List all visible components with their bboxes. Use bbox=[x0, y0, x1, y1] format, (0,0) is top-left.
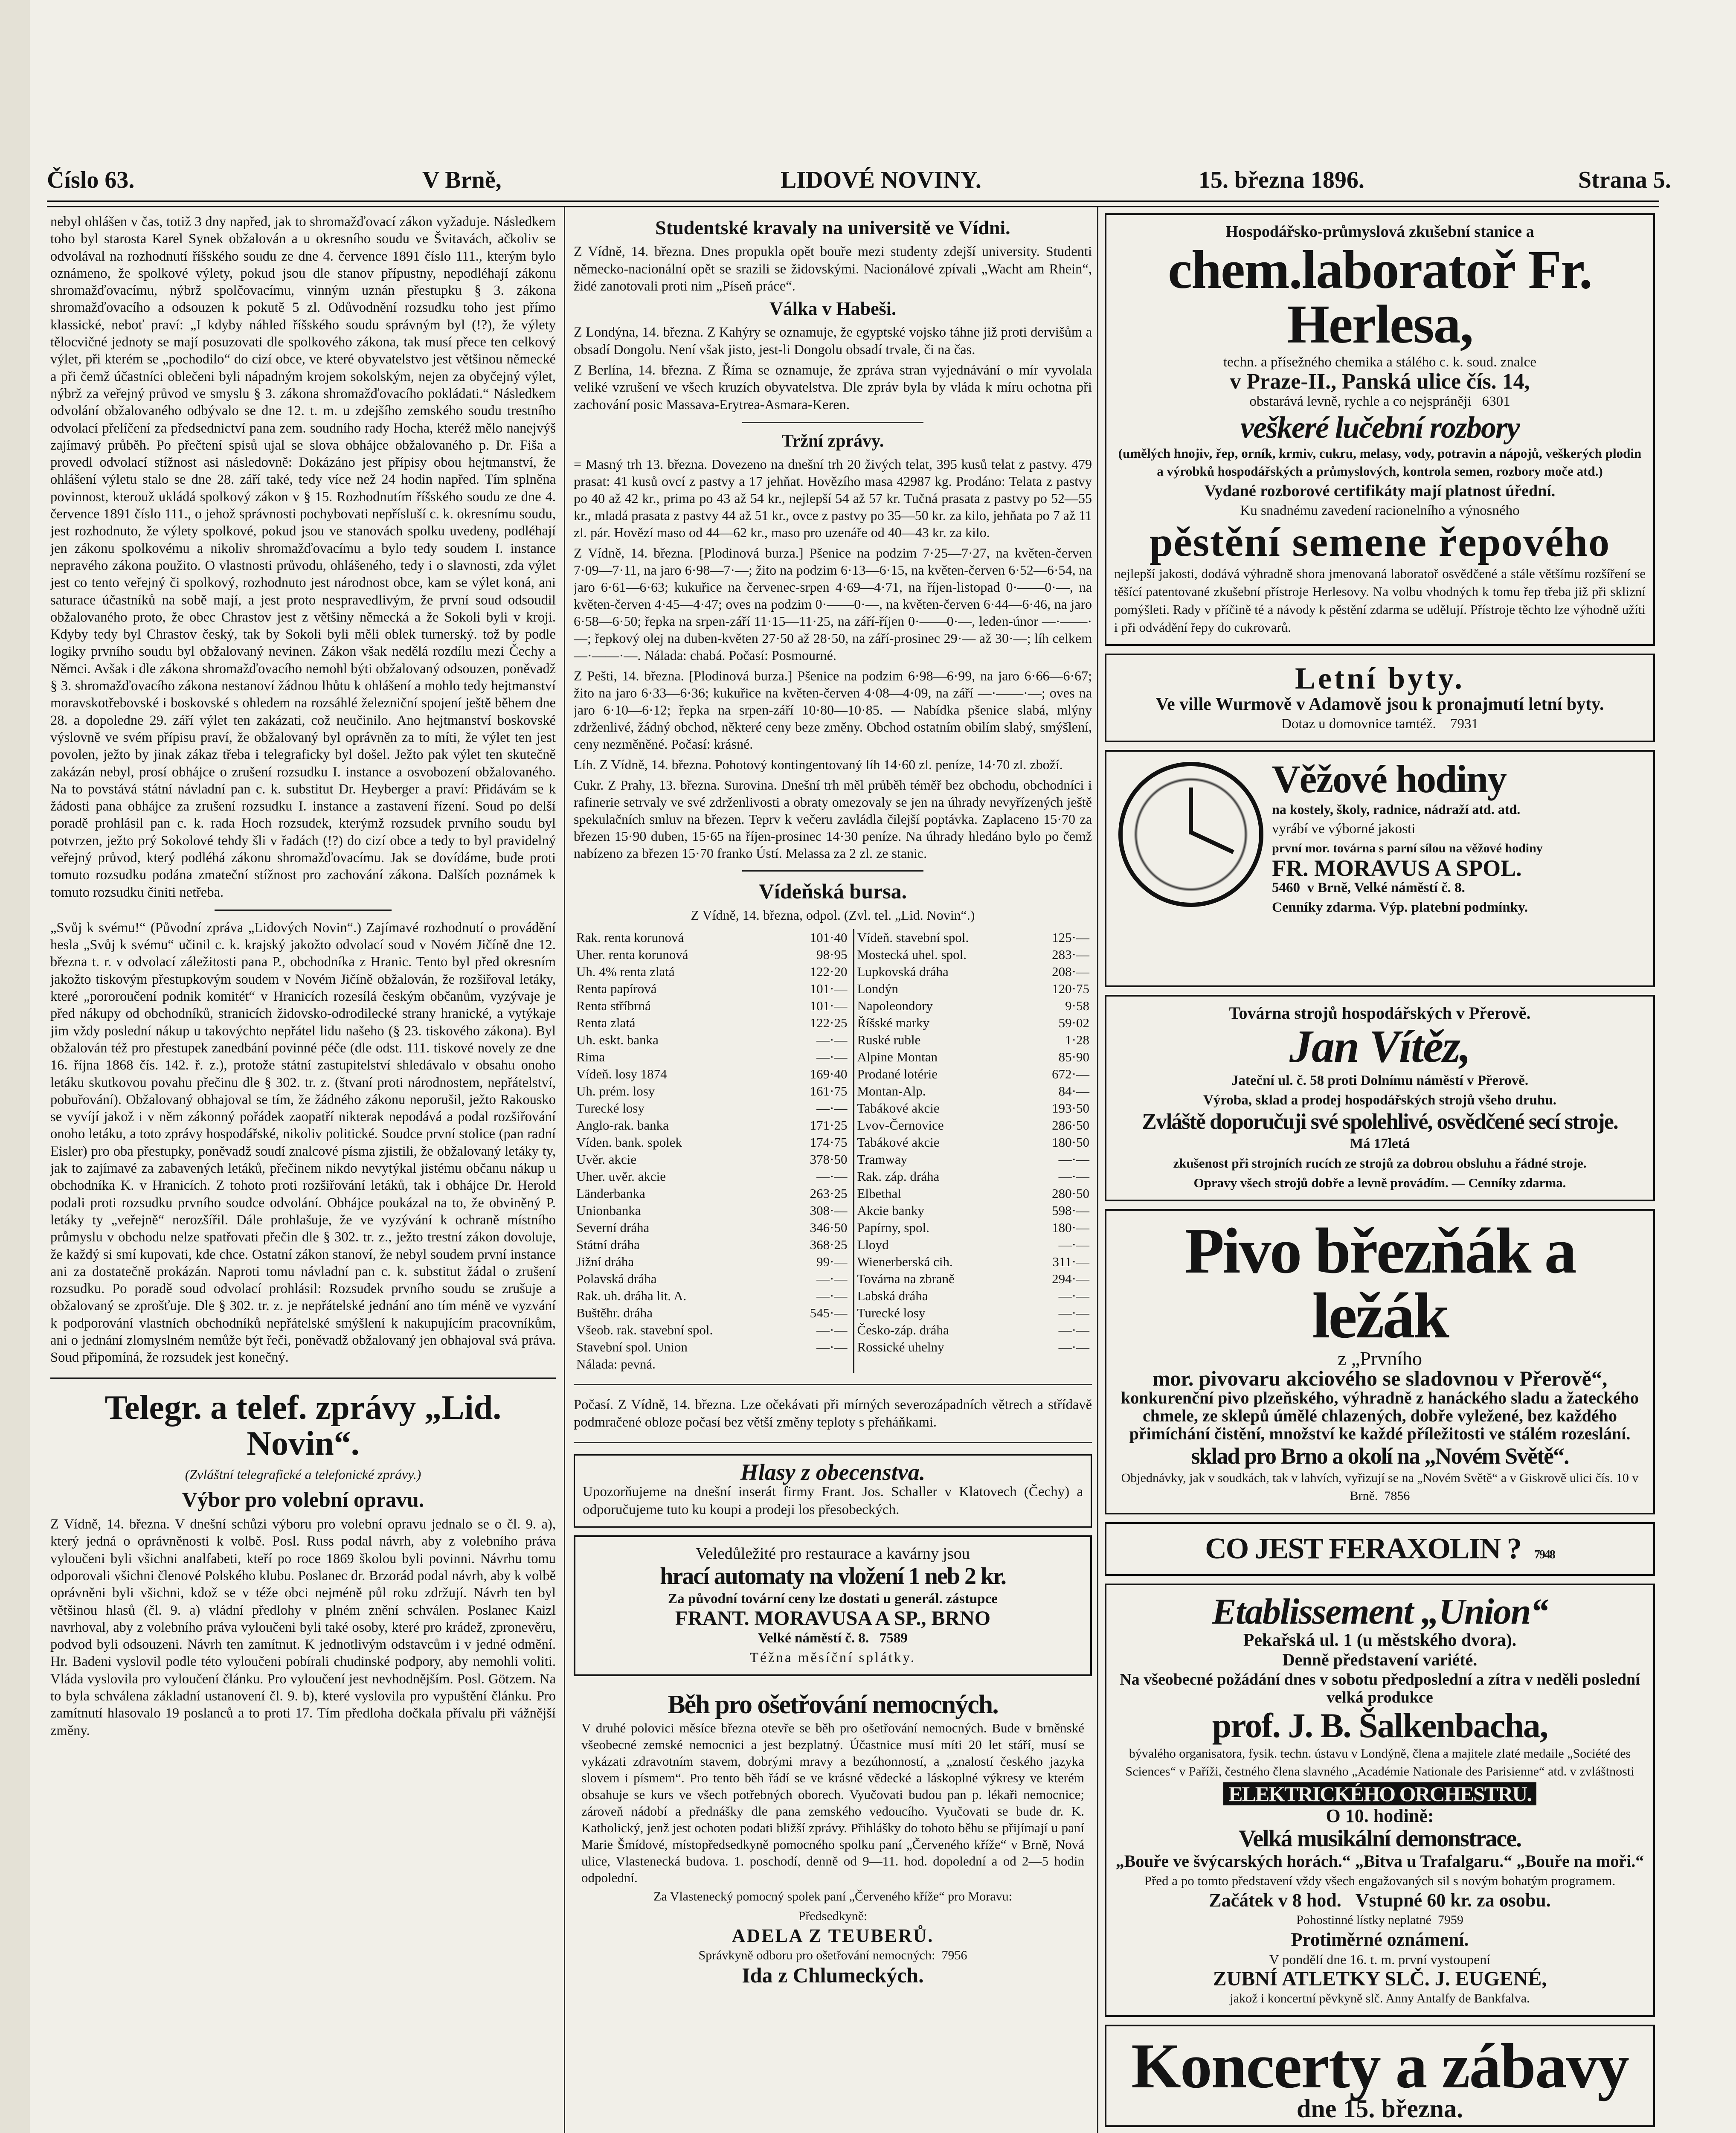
security-price: 311·— bbox=[1052, 1254, 1089, 1270]
security-name: Wienerberská cih. bbox=[857, 1254, 953, 1270]
article-text: Z Londýna, 14. března. Z Kahýry se oznamuje, že egyptské vojsko táhne již proti dervišům a obsadí Dongolu. Není však jisto, jest-li Dongolu obsadí trvale, či na čas. bbox=[574, 325, 1092, 357]
column-1 bbox=[50, 213, 556, 2133]
security-price: 84·— bbox=[1058, 1084, 1089, 1099]
advertisement-union bbox=[1105, 1584, 1655, 2017]
article-text: Z Vídně, 14. března. V dnešní schůzi výboru pro volební opravu jednalo se o čl. 9. a), který jedná o oprávněnosti k volbě. Posl. Russ podal návrh, aby z volebního práva vyloučeni byli všichni analfabeti, kteří po roce 1869 školou byli povinni. Návrhu tomu odporovali všichni členové Polského klubu. Poslanec dr. Brzorád podal návrh, aby k volbě oprávněni byli všichni, kdož se v téže obci nejméně půl roku zdržují. Návrh ten byl většinou hlasů (čl. 9. a) vládní předlohy v plném znění schválen. Poslanec Kaizl navrhoval, aby z volebního práva vyloučeni byli také osoby, které pro krádež, zpronevěru, podvod byli odsouzeni. Návrh ten zamítnut. K jednotlivým odstavcům i v jedné odmění. Hr. Badeni vyslovil podle této vyloučeni pobírali chudinské podpory, aby nemohli voliti. Vláda vyslovila pro vyloučení článku. Pro vyloučení jest nevhodnějším. Posl. Götzem. Na to byla schválena základní ustanovení čl. 9. b), které vyslovila pro vypuštění článku. Pro zamítnutí hlasovalo 19 poslanců a to proti 17. Tím předloha dočkala přívalu při vážnější změny. bbox=[50, 1517, 556, 1738]
ad-text: Začátek v 8 hod. Vstupné 60 kr. za osobu. bbox=[1209, 1890, 1551, 1911]
divider bbox=[742, 422, 923, 423]
table-row bbox=[574, 1339, 1092, 1356]
security-name: Buštěhr. dráha bbox=[576, 1305, 653, 1321]
table-row bbox=[574, 997, 1092, 1014]
ad-text: Denně představení variété. bbox=[1282, 1650, 1478, 1669]
table-row bbox=[574, 1287, 1092, 1305]
column-rule bbox=[564, 207, 565, 2133]
ad-text: na kostely, školy, radnice, nádraží atd. atd. bbox=[1272, 802, 1521, 817]
security-price bbox=[784, 1356, 854, 1373]
market-report: Z Pešti, 14. března. [Plodinová burza.] Pšenice na podzim 6·98—6·99, na jaro 6·66—6·67; žito na jaro 6·33—6·36; kukuřice na květen-červen 4·08—4·09, na září —·——·—; oves na jaro 6·10—6·12; řepka na srpen-září 10·80—10·85. — Nabídka pšenice slabá, mlýny zdrženlivé, žádný obchod, některé ceny beze změny. Obchod ostatním obilím slabý, smýšlení, ceny nezměněné. Počasí: krásné. bbox=[574, 668, 1092, 752]
ad-heading: veškeré lučební rozbory bbox=[1240, 410, 1519, 445]
ad-text: z „Prvního bbox=[1337, 1348, 1422, 1369]
article-text: Z Vídně, 14. března. Dnes propukla opět bouře mezi studenty zdejší university. Studenti německo-nacionální opět se srazili se židovskými. Nacionálové zpívali „Wacht am Rhein“, židé zanotovali proti nim „Píseň práce“. bbox=[574, 244, 1092, 294]
ad-text: Cenníky zdarma. Výp. platební podmínky. bbox=[1272, 900, 1528, 915]
security-price: 193·50 bbox=[1052, 1101, 1089, 1116]
ad-heading: Koncerty a zábavy bbox=[1131, 2031, 1629, 2101]
advertisement bbox=[574, 1454, 1092, 1528]
table-row bbox=[574, 1356, 1092, 1373]
security-price: 101·— bbox=[784, 980, 854, 997]
divider bbox=[742, 870, 923, 872]
ad-text: Dotaz u domovnice tamtéž. 7931 bbox=[1281, 716, 1478, 732]
security-price: —·— bbox=[1058, 1340, 1089, 1355]
security-name: Mostecká uhel. spol. bbox=[857, 947, 967, 962]
section-subtitle: (Zvláštní telegrafické a telefonické zprávy.) bbox=[185, 1466, 421, 1482]
ad-signature: ADELA Z TEUBERŮ. bbox=[732, 1925, 934, 1947]
table-row bbox=[574, 1202, 1092, 1219]
security-name: Uh. prém. losy bbox=[576, 1084, 655, 1099]
ad-heading: prof. J. B. Šalkenbacha, bbox=[1212, 1706, 1548, 1745]
security-name: Rossické uhelny bbox=[857, 1340, 944, 1355]
security-price: —·— bbox=[1058, 1169, 1089, 1184]
stock-table bbox=[574, 929, 1092, 1373]
divider bbox=[574, 1384, 1092, 1385]
security-name: Česko-záp. dráha bbox=[857, 1322, 949, 1338]
article-heading: Vídeňská bursa. bbox=[758, 879, 907, 903]
ad-heading: chem.laboratoř Fr. Herlesa, bbox=[1168, 239, 1592, 355]
market-report: Líh. Z Vídně, 14. března. Pohotový kontingentovaný líh 14·60 zl. peníze, 14·70 zl. zboží. bbox=[574, 756, 1063, 772]
security-name: Unionbanka bbox=[576, 1203, 641, 1218]
security-name: Labská dráha bbox=[857, 1288, 928, 1304]
security-price: —·— bbox=[784, 1032, 854, 1049]
security-price: —·— bbox=[784, 1322, 854, 1339]
table-row bbox=[574, 1236, 1092, 1253]
security-price: 161·75 bbox=[784, 1083, 854, 1100]
security-price: —·— bbox=[784, 1100, 854, 1117]
security-name: Rak. uh. dráha lit. A. bbox=[576, 1288, 687, 1304]
table-row bbox=[574, 1305, 1092, 1322]
security-price: 672·— bbox=[1052, 1066, 1089, 1082]
section-title: Telegr. a telef. zprávy „Lid. Novin“. bbox=[105, 1389, 502, 1462]
security-price: 545·— bbox=[784, 1305, 854, 1322]
ad-text: Ve ville Wurmově v Adamově jsou k pronajmutí letní byty. bbox=[1155, 695, 1604, 714]
ad-heading: Běh pro ošetřování nemocných. bbox=[668, 1690, 998, 1720]
ad-text: Hospodářsko-průmyslová zkušební stanice a bbox=[1225, 223, 1534, 241]
security-name: Turecké losy bbox=[576, 1101, 644, 1116]
security-name: Elbethal bbox=[857, 1186, 901, 1201]
security-name: Montan-Alp. bbox=[857, 1084, 926, 1099]
ad-text: Objednávky, jak v soudkách, tak v lahvích, vyřizují se na „Novém Světě“ a v Giskrově ulici čís. 10 v Brně. 7856 bbox=[1121, 1471, 1639, 1503]
security-name: Víden. bank. spolek bbox=[576, 1135, 682, 1150]
security-name: Říšské marky bbox=[857, 1015, 930, 1031]
security-price: 1·28 bbox=[1065, 1032, 1089, 1048]
ad-text: Téžna měsíční splátky. bbox=[749, 1650, 916, 1666]
security-name: Akcie banky bbox=[857, 1203, 924, 1218]
security-price: 208·— bbox=[1052, 964, 1089, 979]
ad-text: V druhé polovici měsíce března otevře se běh pro ošetřování nemocných. Bude v brněnské všeobecné zemské nemocnici a jest bezplatný. Účastnice musí míti 20 let stáří, musí se vykázati zdravotním stavem, dobrými mravy a bezúhonností, a „znalostí českého jazyka slovem i písmem“. Pro tento běh řádí se ve krásné vědecké a láskoplné výkresy ve kterém obsahuje se kurs ve všech potřebných oborech. Vyučovati budou pan p. lékaři nemocnice; zároveň nádobí a přednášky dle pana zemského vedoucího. Vyučovati se bude dr. K. Katholický, jenž jest ochoten podati bližší zprávy. Přihlášky do tohoto běhu se přijímají u paní Marie Šmídové, místopředsedkyně pomocného spolku paní „Červeného kříže“ v Brně, Nová ulice, Vlastenecká budova. 1. poschodí, denně od 9—11. hod. dopolední a od 2—5 hodin odpolední. bbox=[581, 1720, 1084, 1886]
city: V Brně, bbox=[422, 167, 502, 193]
article-heading: Studentské kravaly na universitě ve Vídni. bbox=[655, 217, 1010, 238]
ad-text: jakož i koncertní pěvkyně slč. Anny Antalfy de Bankfalva. bbox=[1230, 1991, 1530, 2005]
article-text: Z Berlína, 14. března. Z Říma se oznamuje, že zpráva stran vyjednávání o mír vyvolala veliké vzrušení ve všech kruzích obyvatelstva. Dle zpráv byla by vláda k míru ochotna při zachování posic Massava-Erytrea-Asmara-Keren. bbox=[574, 362, 1092, 413]
ad-text: Ku snadnému zavedení racionelního a výnosného bbox=[1240, 503, 1520, 518]
security-price: 169·40 bbox=[784, 1066, 854, 1083]
security-name: Uh. 4% renta zlatá bbox=[576, 964, 675, 979]
column-3 bbox=[1105, 213, 1655, 2133]
ad-text: „Bouře ve švýcarských horách.“ „Bitva u Trafalgaru.“ „Bouře na moři.“ bbox=[1115, 1851, 1644, 1871]
advertisement-vezove-hodiny bbox=[1105, 750, 1655, 987]
security-price: 98·95 bbox=[784, 946, 854, 963]
market-report: = Masný trh 13. března. Dovezeno na dnešní trh 20 živých telat, 395 kusů telat z pastvy. 479 prasat: 41 kusů ovcí z pastvy a 17 jehňat. Hovězího masa 42987 kg. Prodáno: Telata z pastvy po 40 až 42 kr., prima po 43 až 54 kr., nejlepší 54 až 57 kr. Tučná prasata z pastvy po 52—55 kr., mladá prasata z pastvy 44 až 51 kr., ovce z pastvy po 35—50 kr. za kilo, jehňata po 7 až 11 zl. pár. Hovězí maso od 44—62 kr., maso pro uzenáře od 40—43 kr. za kilo. bbox=[574, 456, 1092, 540]
issue-number: Číslo 63. bbox=[47, 167, 135, 193]
security-price: 378·50 bbox=[784, 1151, 854, 1168]
ad-text: (umělých hnojiv, řep, orník, krmiv, cukru, melasy, vody, potravin a nápojů, veškerých plodin a výrobků hospodářských a průmyslových, kontrola semen, rozbory moče atd.) bbox=[1118, 446, 1642, 479]
table-row bbox=[574, 1134, 1092, 1151]
security-name: Turecké losy bbox=[857, 1305, 926, 1321]
ad-text: Továrna strojů hospodářských v Přerově. bbox=[1229, 1003, 1531, 1023]
table-row bbox=[574, 980, 1092, 997]
ad-text: nejlepší jakosti, dodává výhradně shora jmenovaná laboratoř osvědčené a stále většímu rozšíření se těšící patentované zkušební přístroje Herlesovy. Na volbu vhodných k tomu řep třeba již při sklizní pomýšleti. Rady v příčině té a návody k pěstění zdarma se udělují. Přístroje těchto lze výhodně užíti i při odvádění řepy do cukrovarů. bbox=[1114, 566, 1646, 635]
security-price: —·— bbox=[1058, 1322, 1089, 1338]
ad-text: O 10. hodině: bbox=[1326, 1805, 1434, 1826]
ad-text: Veledůležité pro restaurace a kavárny jsou bbox=[696, 1545, 970, 1563]
table-row bbox=[574, 1117, 1092, 1134]
ad-text: Vydané rozborové certifikáty mají platnost úřední. bbox=[1204, 482, 1556, 500]
table-row bbox=[574, 1083, 1092, 1100]
article-heading: Výbor pro volební opravu. bbox=[182, 1487, 424, 1511]
article-heading: Válka v Habeši. bbox=[769, 298, 897, 320]
security-price: 120·75 bbox=[1052, 981, 1089, 997]
security-name: Londýn bbox=[857, 981, 898, 997]
advertisement-herles bbox=[1105, 213, 1655, 646]
security-price: 180·— bbox=[1052, 1220, 1089, 1235]
security-name: Uher. uvěr. akcie bbox=[576, 1169, 666, 1184]
page-edge bbox=[0, 0, 30, 2133]
ad-text: zkušenost při strojních rucích ze strojů za dobrou obsluhu a řádné stroje. bbox=[1173, 1156, 1587, 1171]
table-row bbox=[574, 1253, 1092, 1270]
security-price: 598·— bbox=[1052, 1203, 1089, 1218]
security-name: Stavební spol. Union bbox=[576, 1340, 688, 1355]
security-price: —·— bbox=[1058, 1152, 1089, 1167]
security-name: Napoleondory bbox=[857, 998, 933, 1014]
security-name: Továrna na zbraně bbox=[857, 1271, 955, 1287]
security-price: 171·25 bbox=[784, 1117, 854, 1134]
security-price: —·— bbox=[784, 1049, 854, 1066]
ad-text: první mor. továrna s parní sílou na věžové hodiny bbox=[1272, 841, 1543, 855]
advertisement-jan-vitez bbox=[1105, 995, 1655, 1201]
ad-text: Má 17letá bbox=[1350, 1136, 1410, 1151]
ad-address: Jateční ul. č. 58 proti Dolnímu náměstí v Přerově. bbox=[1231, 1073, 1529, 1088]
security-name: Uh. eskt. banka bbox=[576, 1032, 659, 1048]
table-row bbox=[574, 929, 1092, 946]
table-row bbox=[574, 1014, 1092, 1032]
security-price: 308·— bbox=[784, 1202, 854, 1219]
security-name: Uher. renta korunová bbox=[576, 947, 688, 962]
ad-heading: hrací automaty na vložení 1 neb 2 kr. bbox=[660, 1563, 1006, 1590]
ad-text: Před a po tomto představení vždy všech engažovaných sil s novým bohatým programem. bbox=[1144, 1873, 1616, 1888]
table-row bbox=[574, 1066, 1092, 1083]
security-name: Tramway bbox=[857, 1152, 908, 1167]
security-name: Severní dráha bbox=[576, 1220, 650, 1235]
column-2 bbox=[574, 213, 1092, 2133]
security-name: Polavská dráha bbox=[576, 1271, 657, 1287]
security-price: 122·20 bbox=[784, 963, 854, 980]
divider bbox=[50, 1377, 556, 1379]
ad-heading: Pivo březňák a ležák bbox=[1184, 1215, 1575, 1351]
security-name bbox=[854, 1356, 1028, 1373]
security-price: 346·50 bbox=[784, 1219, 854, 1236]
security-name: Ruské ruble bbox=[857, 1032, 921, 1048]
ad-heading: Velká musikální demonstrace. bbox=[1238, 1825, 1521, 1852]
security-price: 59·02 bbox=[1058, 1015, 1089, 1031]
security-name: Lupkovská dráha bbox=[857, 964, 949, 979]
table-row bbox=[574, 1219, 1092, 1236]
advertisement-letni-byty bbox=[1105, 654, 1655, 742]
security-name: Länderbanka bbox=[576, 1186, 645, 1201]
article-text: nebyl ohlášen v čas, totiž 3 dny napřed, jak to shromažďovací zákon vyžaduje. Následkem toho byl starosta Karel Synek obžalován a u okresního soudu ve Švitavách, ačkoliv se odvolával na rozhodnutí říšského soudu ze dne 4. července 1891 číslo 111., kterým bylo oznámeno, že spolkové výlety, pokud jsou dle stanov přípustny, nepodléhají zákonu shromažďovacímu, nýbrž spolčovacímu, vinným uznán přestupku § 3. zákona shromažďovacího a odsouzen k pokutě 5 zl. Odůvodnění rozsudku toho jest přímo klassické, neboť praví: „I kdyby náhled říšského soudu správným byl (!?), že výlety tělocvičné jednoty se mají posuzovati dle spolkového zákona, tak musí přece ten celkový výlet, při kterém se „pochodilo“ do cizí obce, ve které obyvatelstvo jest většinou německé a při čemž účastníci oblečeni byli nápadným krojem sokolským, nejen za obyčejný výlet, nýbrž za veřejný průvod ve smyslu § 3. zákona shromažďovacího pokládati.“ Následkem odvolání obžalovaného odbývalo se dne 12. t. m. u zdejšího zemského soudu trestního odvolací přelíčení za předsednictví pana zem. soudního rady Hocha, kteréž mělo nanejvýš zajímavý průběh. Po přečtení spisů ujal se slova obhájce obžalovaného p. Dr. Fiša a provedl odvolací stížnost asi následovně: Dokázáno jest přípisy obou hejtmanství, že ohlášení výletu stalo se dne 28. září také, tedy více než 24 hodin napřed. Tím splněna povinnost, kterouž ukládá spolkový zákon v § 15. Rozhodnutím říšského soudu ze dne 4. července 1891 číslo 111., o jehož správnosti pochybovati nepřísluší c. k. okresnímu soudu, jest rozhodnuto, že výlety spolkové, pokud jsou ve stanovách spolku uvedeny, podléhají jen zákonu spolkovému a nikoliv shromažďovacímu a bylo tedy soudem I. instance nepravého zákona použito. O vlastnosti průvodu, ohlášeného, tedy i o slavnosti, zda výlet jest co tento veřejný či spolkový, rozhodnuto jest národnost obce, kam se výlet koná, ani saturace účastníků na sobě mají, a jest proto nespravedlivým, že první soud odsoudil obžalovaného proto, že obec Chrastov jest z většiny německá a že Sokoli byli v kroji. Kdyby tedy byl Chrastov český, tak by Sokoli byli měli oblek turnerský. tož by podle logiky prvního soudu byl obžalovaný nevinen. Zákon však nedělá rozdílu mezi Čechy a Němci. Avšak i dle zákona shromažďovacího nemohl býti obžalovaný odsouzen, poněvadž § 3. shromažďovacího zákona nestanoví žádnou lhůtu k ohlášení a mohlo tedy hejtmanství moravskotřebovské i boskovské s ohledem na rozsáhlé železniční spojení ještě během dne 28. a dopoledne 29. září výlet ten zakázati, což neučinilo. Ano hejtmanství boskovské výslovně ve svém přípisu praví, že obžalovaný byl oprávněn za to míti, že výlet ten jest povolen, ježto by jinak zákaz třeba i telegraficky byl došel. Ježto pak výlet ten skutečně zakázán nebyl, prosí obhájce o zrušení rozsudku I. instance a osvobození obžalovaného. Na to povstává státní návladní pan c. k. substitut Dr. Heyberger a praví: Přidávám se k žádosti pana obhájce za zrušení rozsudku I. instance a zastavení řízení. Soud po delší poradě prohlásil pan c. k. rada Hoch rozsudek, kterýmž rozsudek prvního soudu byl potvrzen, ježto prý Sokolové tehdy šli v řadách (!?) do cizí obce a tedy to byl pravidelný veřejný průvod, který podléhá zákonu shromažďovacímu. Jak se dovídáme, bude proti tomuto rozsudku podána zmateční stížnost pro zachování zákona. Dalších poznámek k tomuto rozsudku činiti netřeba. bbox=[50, 214, 556, 900]
table-row bbox=[574, 1322, 1092, 1339]
security-price: —·— bbox=[784, 1287, 854, 1305]
advertisement-koncerty bbox=[1105, 2025, 1655, 2127]
clock-icon bbox=[1118, 762, 1263, 907]
ad-text: Upozorňujeme na dnešní inserát firmy Frant. Jos. Schaller v Klatovech (Čechy) a odporučujeme tuto ku koupi a prodeji los přesobeckých. bbox=[583, 1484, 1083, 1518]
security-price: 180·50 bbox=[1052, 1135, 1089, 1150]
security-price: —·— bbox=[784, 1339, 854, 1356]
security-name: Uvěr. akcie bbox=[576, 1152, 637, 1167]
ad-heading: CO JEST FERAXOLIN ? 7948 bbox=[1205, 1532, 1555, 1565]
ad-text: Pohostinné lístky neplatné 7959 bbox=[1296, 1913, 1463, 1927]
table-row bbox=[574, 1032, 1092, 1049]
security-name: Rima bbox=[576, 1049, 605, 1065]
table-row bbox=[574, 1049, 1092, 1066]
security-price: 368·25 bbox=[784, 1236, 854, 1253]
table-row bbox=[574, 1185, 1092, 1202]
ad-text: V pondělí dne 16. t. m. první vystoupení bbox=[1269, 1952, 1491, 1967]
security-name: Alpine Montan bbox=[857, 1049, 938, 1065]
ad-text: ZUBNÍ ATLETKY SLČ. J. EUGENÉ, bbox=[1213, 1967, 1547, 1990]
security-name: Rak. renta korunová bbox=[576, 930, 684, 945]
security-name: Anglo-rak. banka bbox=[576, 1118, 669, 1133]
security-price: —·— bbox=[1058, 1237, 1089, 1252]
security-name: Tabákové akcie bbox=[857, 1101, 940, 1116]
security-name: Nálada: pevná. bbox=[576, 1357, 656, 1372]
table-row bbox=[574, 1100, 1092, 1117]
security-price: 101·40 bbox=[784, 929, 854, 946]
security-name: Papírny, spol. bbox=[857, 1220, 929, 1235]
table-row bbox=[574, 946, 1092, 963]
ad-heading: Hlasy z obecenstva. bbox=[740, 1459, 926, 1485]
ad-address: Pekařská ul. 1 (u městského dvora). bbox=[1243, 1630, 1517, 1650]
security-name: Jižní dráha bbox=[576, 1254, 634, 1270]
ad-heading: Jan Vítěz, bbox=[1289, 1021, 1471, 1072]
advertisement bbox=[574, 1684, 1092, 1992]
article-heading: Tržní zprávy. bbox=[781, 431, 884, 451]
advertisement-pivo bbox=[1105, 1209, 1655, 1514]
divider bbox=[574, 1442, 1092, 1443]
ad-text: bývalého organisatora, fysik. techn. ústavu v Londýně, člena a majitele zlaté medaile „Société des Sciences“ v Paříži, čestného člena slavného „Académie Nationale des Parisienne“ atd. v zvláštnosti bbox=[1125, 1747, 1634, 1778]
ad-text: Správkyně odboru pro ošetřování nemocných: 7956 bbox=[698, 1948, 967, 1963]
security-price: —·— bbox=[1058, 1305, 1089, 1321]
table-subtitle: Z Vídně, 14. března, odpol. (Zvl. tel. „Lid. Novin“.) bbox=[691, 907, 975, 923]
security-price: —·— bbox=[1058, 1288, 1089, 1304]
page-number: Strana 5. bbox=[1578, 167, 1671, 193]
security-price: 101·— bbox=[784, 997, 854, 1014]
security-price: 174·75 bbox=[784, 1134, 854, 1151]
header-rule bbox=[47, 201, 1659, 207]
security-name: Tabákové akcie bbox=[857, 1135, 940, 1150]
ad-text: Zvláště doporučuji své spolehlivé, osvědčené secí stroje. bbox=[1142, 1110, 1618, 1134]
divider bbox=[215, 910, 392, 911]
security-name: Vídeň. losy 1874 bbox=[576, 1066, 667, 1082]
ad-address: Velké náměstí č. 8. 7589 bbox=[758, 1630, 908, 1646]
security-price: 125·— bbox=[1052, 930, 1089, 945]
ad-text: Výroba, sklad a prodej hospodářských strojů všeho druhu. bbox=[1203, 1093, 1556, 1108]
security-price: 85·90 bbox=[1058, 1049, 1089, 1065]
security-name: Renta papírová bbox=[576, 981, 657, 997]
ad-text: Za Vlastenecký pomocný spolek paní „Červeného kříže“ pro Moravu: bbox=[653, 1889, 1012, 1904]
security-name: Státní dráha bbox=[576, 1237, 640, 1252]
ad-company: FR. MORAVUS A SPOL. bbox=[1272, 855, 1522, 881]
security-price: 283·— bbox=[1052, 947, 1089, 962]
security-price: 122·25 bbox=[784, 1014, 854, 1032]
security-name: Prodané lotérie bbox=[857, 1066, 938, 1082]
security-name: Rak. záp. dráha bbox=[857, 1169, 940, 1184]
security-name: Lvov-Černovice bbox=[857, 1118, 944, 1133]
ad-text: Protiměrné oznámení. bbox=[1291, 1929, 1469, 1950]
ad-text: Na všeobecné požádání dnes v sobotu předposlední a zítra v neděli poslední velká produkce bbox=[1120, 1671, 1640, 1706]
security-price: 286·50 bbox=[1052, 1118, 1089, 1133]
newspaper-title: LIDOVÉ NOVINY. bbox=[781, 167, 981, 193]
ad-address: 5460 v Brně, Velké náměstí č. 8. bbox=[1272, 880, 1465, 895]
ad-text: dne 15. března. bbox=[1297, 2095, 1463, 2123]
security-name: Renta zlatá bbox=[576, 1015, 636, 1031]
ad-company: FRANT. MORAVUSA A SP., BRNO bbox=[675, 1607, 991, 1630]
ad-heading: Věžové hodiny bbox=[1272, 757, 1506, 801]
market-report: Cukr. Z Prahy, 13. března. Surovina. Dnešní trh měl průběh téměř bez obchodu, obchodníci i rafinerie setrvaly ve své zdrženlivosti a obraty omezovaly se jen na úhrady nevyřízených ještě spekulačních smluv na březen. Teprv k večeru zavládla čilejší poptávka. Zaplaceno 15·70 za březen 15·90 duben, 15·65 na říjen-prosinec 14·30 peníze. Na úhrady hledáno bylo po čemž nabízeno za březen 15·70 franko Ústí. Melassa za 2 zl. ze stanic. bbox=[574, 777, 1092, 861]
security-price: 294·— bbox=[1052, 1271, 1089, 1287]
ad-text: vyrábí ve výborné jakosti bbox=[1272, 821, 1416, 837]
table-row bbox=[574, 1151, 1092, 1168]
ad-heading: ELEKTRICKÉHO ORCHESTRU. bbox=[1114, 1782, 1646, 1805]
table-row bbox=[574, 1270, 1092, 1287]
security-price: 280·50 bbox=[1052, 1186, 1089, 1201]
ad-text: Za původní tovární ceny lze dostati u generál. zástupce bbox=[668, 1591, 998, 1607]
security-price: 263·25 bbox=[784, 1185, 854, 1202]
ad-text: sklad pro Brno a okolí na „Novém Světě“. bbox=[1191, 1443, 1569, 1469]
security-name: Renta stříbrná bbox=[576, 998, 651, 1014]
security-price: —·— bbox=[784, 1270, 854, 1287]
ad-signature: Ida z Chlumeckých. bbox=[742, 1963, 924, 1988]
table-row bbox=[574, 963, 1092, 980]
weather-report: Počasí. Z Vídně, 14. března. Lze očekávati při mírných severozápadních větrech a střídavě podmračené obloze počasí bez větší změny teploty s přeháňkami. bbox=[574, 1397, 1092, 1430]
security-price bbox=[1028, 1356, 1092, 1373]
ad-heading: pěstění semene řepového bbox=[1149, 519, 1611, 565]
advertisement-feraxolin bbox=[1105, 1522, 1655, 1576]
security-name: Vídeň. stavební spol. bbox=[857, 930, 969, 945]
security-price: 99·— bbox=[784, 1253, 854, 1270]
ad-text: Předsedkyně: bbox=[798, 1909, 868, 1924]
security-name: Všeob. rak. stavební spol. bbox=[576, 1322, 713, 1338]
ad-text: Opravy všech strojů dobře a levně provádím. — Cenníky zdarma. bbox=[1193, 1175, 1566, 1190]
ad-text: konkurenční pivo plzeňského, výhradně z hanáckého sladu a žateckého chmele, ze sklepů úmělé chlazených, dobře vyležené, bez každého přimíchání čistění, množství ke každé příležitosti ve stálém rozeslání. bbox=[1121, 1388, 1639, 1443]
market-report: Z Vídně, 14. března. [Plodinová burza.] Pšenice na podzim 7·25—7·27, na květen-červen 7·09—7·11, na jaro 6·98—7·—; žito na podzim 6·13—6·15, na květen-červen 6·52—6·54, na jaro 6·61—6·63; kukuřice na červenec-srpen 4·69—4·71, na říjen-listopad 0·——0·—, na květen-červen 4·45—4·47; oves na podzim 0·——0·—, na květen-červen 6·44—6·46, na jaro 6·58—6·50; řepka na srpen-září 11·15—11·25, na září-říjen 0·——0·—, leden-únor —·——·—; řepkový olej na duben-květen 27·50 až 28·50, na září-prosinec 29·— až 30·—; líh celkem —·——·—. Nálada: chabá. Počasí: Posmourné. bbox=[574, 545, 1092, 663]
issue-date: 15. března 1896. bbox=[1199, 167, 1364, 193]
security-price: 9·58 bbox=[1065, 998, 1089, 1014]
ad-text: mor. pivovaru akciového se sladovnou v Přerově“, bbox=[1152, 1366, 1608, 1390]
security-price: —·— bbox=[784, 1168, 854, 1185]
ad-address: v Praze-II., Panská ulice čís. 14, bbox=[1230, 369, 1530, 394]
ad-heading: Etablissement „Union“ bbox=[1212, 1591, 1548, 1632]
table-row bbox=[574, 1168, 1092, 1185]
advertisement bbox=[574, 1535, 1092, 1676]
ad-text: obstarává levně, rychle a co nejspráněji 6301 bbox=[1249, 394, 1510, 409]
ad-heading: Letní byty. bbox=[1295, 661, 1465, 695]
ad-text: techn. a přísežného chemika a stálého c. k. soud. znalce bbox=[1223, 355, 1536, 370]
security-name: Lloyd bbox=[857, 1237, 889, 1252]
article-text: „Svůj k svému!“ (Původní zpráva „Lidových Novin“.) Zajímavé rozhodnutí o provádění hesla „Svůj k svému“ učinil c. k. krajský jakožto odvolací soud v Novém Jičíně dne 12. března t. r. v odvolací záležitosti pana P., obchodníka z Hranic. Tento byl před okresním jakožto tiskovým přestupkovým soudem v Novém Jičíně obžalován, že rozšiřoval letáky, které „pororoučení podnik komitét“ v Hranicích rozesílá českým občanům, vyzývaje je před nákupy od obchodníků, stranicích židovsko-odrodilecké strany hranické, a vytýkaje jim vždy poslední nákup u takovýchto nepřátel lidu našeho (§ 23. tiskového zákona). Byl obžalován též pro přestupek zanedbání povinné péče (dle odst. 111. tiskové novely ze dne 16. října 1868 čís. 142. ř. z.), protože státní zastupitelství shledávalo v obsahu onoho letáku skutkovou povahu přečinu dle § 302. tr. z. (štvaní proti národnostem, nepřátelství, pobuřování). Obžalovaný obhajoval se tím, že žádného zákonu neporušil, ježto Rakousko se vyvíjí jakož i v něm zákonný pořádek zaopatří nikterak nepodává a podal rozšiřování onoho letáku, a toto zprávy hospodářské, nikoliv politické. Soudce první stolice (pan radní Eisler) pro oba přestupky, poněvadž soudí znalcové písma zjistili, že obžalovaný letáky ty, jak to zajímavé za zabavených letáků, přečinem nikdo nevytýkal jistému občanu nákup u obchodníka K. v Hranicích. Z tohoto proti rozšiřování letáků, tak i obhájce Dr. Herold podali proti rozsudku prvního soudce odvolání. Obhájce poukázal na to, že obviněný P. letáky ty „veřejně“ nerozšířil. Dále prohlašuje, že ve vyzývání k ochraně místního průmyslu v obchodu nelze spatřovati přečin dle § 302. tr. z., ježto trestní zákon dovoluje, že každý si smí kupovati, kde chce. Ostatní zákon stanoví, že nebyl soudem první instance ani za dostatečně prokázán. Naproti tomu návladní pan c. k. substitut žádal o zrušení rozsudku. Po poradě soud odvolací prohlásil: Rozsudek prvního soudu se zrušuje a obžalovaný se zprošťuje. Dle § 302. tr. z. je nepřátelské jednání ano tím méně ve vyzvání k podporování vlastních obchodníků nepřátelské smýšlení k nakupujícím pracovníkům, ani o jednání zlomyslném nemůže být řeči, poněvadž obžalovaný jen obhajoval svá práva. Soud připomíná, že rozsudek jest konečný. bbox=[50, 920, 556, 1366]
column-rule bbox=[1097, 207, 1098, 2133]
